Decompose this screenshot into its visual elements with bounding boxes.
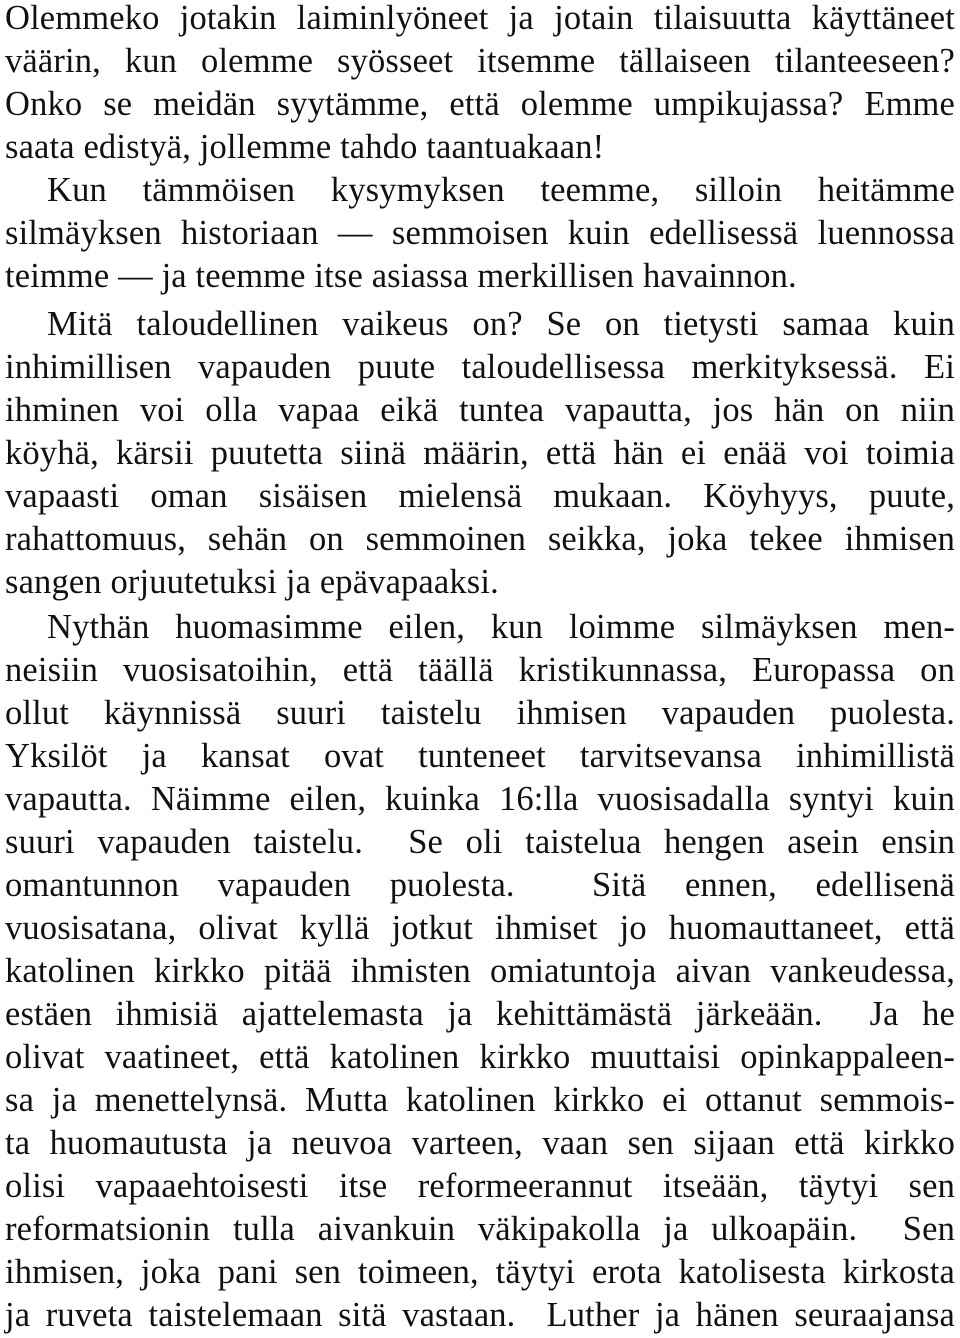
text-line: Mitä taloudellinen vaikeus on? Se on tietysti samaa kuin	[47, 305, 955, 343]
text-line: ihminen voi olla vapaa eikä tuntea vapautta, jos hän on niin	[5, 391, 955, 429]
text-line: sa ja menettelynsä. Mutta katolinen kirkko ei ottanut semmois-	[5, 1081, 955, 1119]
text-line: estäen ihmisiä ajattelemasta ja kehittämästä järkeään. Ja he	[5, 995, 955, 1033]
text-line: ja ruveta taistelemaan sitä vastaan. Luther ja hänen seuraajansa	[5, 1296, 955, 1334]
text-line: olivat vaatineet, että katolinen kirkko muuttaisi opinkappaleen-	[5, 1038, 955, 1076]
text-line: olisi vapaaehtoisesti itse reformeerannut itseään, täytyi sen	[5, 1167, 955, 1205]
text-line: teimme — ja teemme itse asiassa merkillisen havainnon.	[5, 257, 797, 295]
text-line: vapautta. Näimme eilen, kuinka 16:lla vuosisadalla syntyi kuin	[5, 780, 955, 818]
text-line: ihmisen, joka pani sen toimeen, täytyi erota katolisesta kirkosta	[5, 1253, 955, 1291]
text-line: omantunnon vapauden puolesta. Sitä ennen, edellisenä	[5, 866, 955, 904]
text-line: väärin, kun olemme syösseet itsemme tällaiseen tilanteeseen?	[5, 42, 955, 80]
text-line: inhimillisen vapauden puute taloudellisessa merkityksessä. Ei	[5, 348, 955, 386]
text-line: saata edistyä, jollemme tahdo taantuakaan!	[5, 128, 605, 166]
text-line: sangen orjuutetuksi ja epävapaaksi.	[5, 563, 499, 601]
text-line: katolinen kirkko pitää ihmisten omiatuntoja aivan vankeudessa,	[5, 952, 955, 990]
text-line: silmäyksen historiaan — semmoisen kuin edellisessä luennossa	[5, 214, 955, 252]
text-line: vapaasti oman sisäisen mielensä mukaan. Köyhyys, puute,	[5, 477, 955, 515]
text-line: Nythän huomasimme eilen, kun loimme silmäyksen men-	[47, 608, 955, 646]
text-line: köyhä, kärsii puutetta siinä määrin, että hän ei enää voi toimia	[5, 434, 955, 472]
text-line: vuosisatana, olivat kyllä jotkut ihmiset jo huomauttaneet, että	[5, 909, 955, 947]
text-line: suuri vapauden taistelu. Se oli taistelua hengen asein ensin	[5, 823, 955, 861]
text-line: Onko se meidän syytämme, että olemme umpikujassa? Emme	[5, 85, 955, 123]
text-line: Olemmeko jotakin laiminlyöneet ja jotain tilaisuutta käyttäneet	[5, 0, 955, 37]
text-line: ollut käynnissä suuri taistelu ihmisen vapauden puolesta.	[5, 694, 955, 732]
text-line: Yksilöt ja kansat ovat tunteneet tarvitsevansa inhimillistä	[5, 737, 955, 775]
text-line: neisiin vuosisatoihin, että täällä kristikunnassa, Europassa on	[5, 651, 955, 689]
text-line: Kun tämmöisen kysymyksen teemme, silloin heitämme	[47, 171, 955, 209]
text-line: reformatsionin tulla aivankuin väkipakolla ja ulkoapäin. Sen	[5, 1210, 955, 1248]
text-line: ta huomautusta ja neuvoa varteen, vaan sen sijaan että kirkko	[5, 1124, 955, 1162]
text-line: rahattomuus, sehän on semmoinen seikka, joka tekee ihmisen	[5, 520, 955, 558]
